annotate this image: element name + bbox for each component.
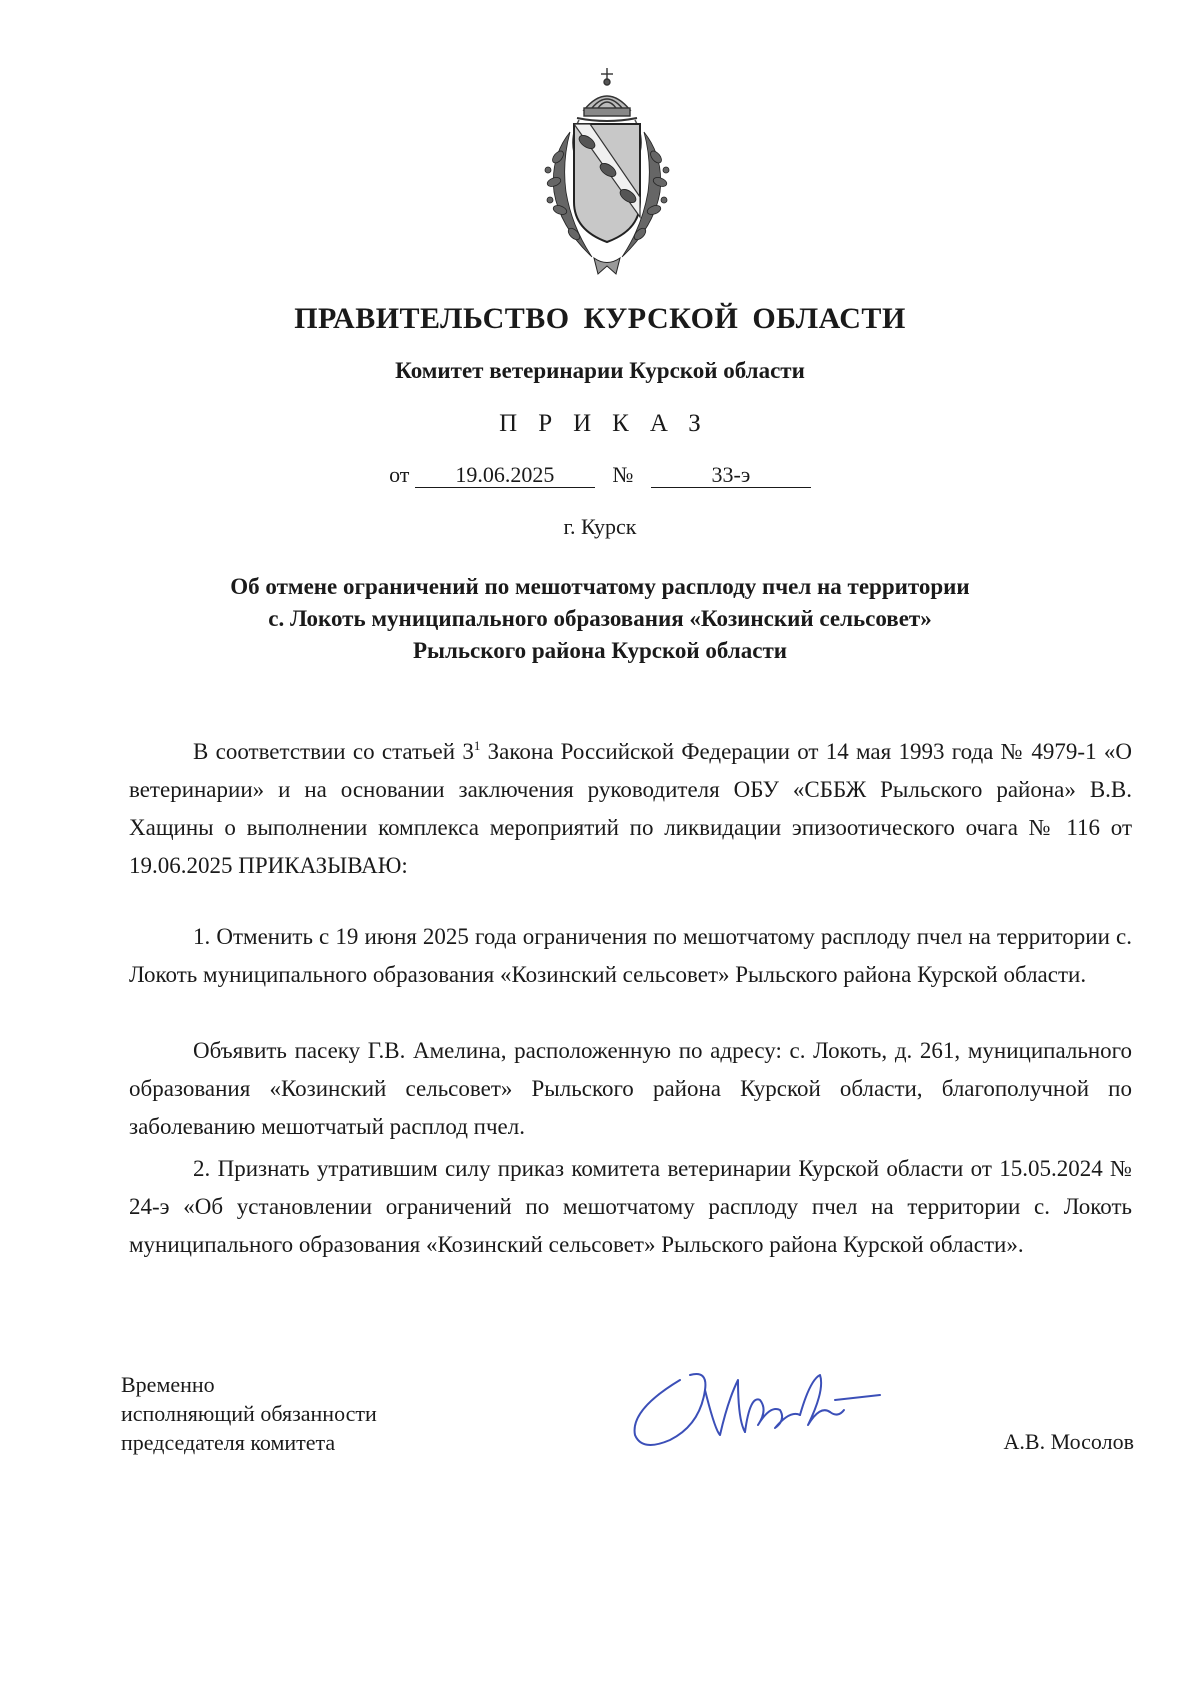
- item-1-paragraph: [129, 918, 1132, 994]
- apiary-text: Объявить пасеку Г.В. Амелина, расположенную по адресу: с. Локоть, д. 261, муниципального образования «Козинский сельсовет» Рыльского района Курской области, благополучной по заболеванию мешотчатый расплод пчел.: [129, 1038, 1132, 1139]
- item-2-text: 2. Признать утратившим силу приказ комитета ветеринарии Курской области от 15.05.2024 № 24-э «Об установлении ограничений по мешотчатому расплоду пчел на территории с. Локоть муниципального образования «Козинский сельсовет» Рыльского района Курской области».: [129, 1156, 1132, 1257]
- number-label: №: [612, 462, 634, 487]
- apiary-paragraph: [129, 1032, 1132, 1146]
- position-line-2: исполняющий обязанности: [121, 1401, 377, 1426]
- number-value: 33-э: [651, 463, 811, 488]
- document-type: ПРИКАЗ: [499, 410, 722, 437]
- preamble-text-start: В соответствии со статьей 3: [193, 739, 474, 764]
- place-of-issue: г. Курск: [563, 514, 637, 539]
- article-superscript: 1: [473, 738, 481, 753]
- date-value: 19.06.2025: [415, 463, 595, 488]
- signatory-name: А.В. Мосолов: [1003, 1429, 1134, 1454]
- government-title: ПРАВИТЕЛЬСТВО КУРСКОЙ ОБЛАСТИ: [294, 302, 906, 335]
- position-line-3: председателя комитета: [121, 1430, 336, 1455]
- position-line-1: Временно: [121, 1372, 215, 1397]
- subject-line-2: с. Локоть муниципального образования «Козинский сельсовет»: [268, 606, 932, 631]
- committee-name: Комитет ветеринарии Курской области: [395, 358, 805, 383]
- preamble-text-end: Закона Российской Федерации от 14 мая 1993 года № 4979-1 «О ветеринарии» и на основании заключения руководителя ОБУ «СББЖ Рыльского района» В.В. Хащины о выполнении комплекса мероприятий по ликвидации эпизоотического очага № 116 от 19.06.2025 ПРИКАЗЫВАЮ:: [129, 739, 1132, 878]
- subject-line-3: Рыльского района Курской области: [412, 638, 788, 663]
- item-1-text: 1. Отменить с 19 июня 2025 года ограничения по мешотчатому расплоду пчел на территории с. Локоть муниципального образования «Козинский сельсовет» Рыльского района Курской области.: [129, 924, 1132, 987]
- handwritten-signature: [620, 1340, 920, 1460]
- item-2-paragraph: [129, 1150, 1132, 1264]
- signatory-position: [121, 1370, 377, 1457]
- date-label: от: [389, 462, 410, 487]
- date-number-line: [0, 462, 1200, 488]
- order-subject: [150, 571, 1050, 667]
- coat-of-arms-emblem: [532, 62, 682, 282]
- subject-line-1: Об отмене ограничений по мешотчатому расплоду пчел на территории: [230, 574, 970, 599]
- preamble-paragraph: [129, 733, 1132, 885]
